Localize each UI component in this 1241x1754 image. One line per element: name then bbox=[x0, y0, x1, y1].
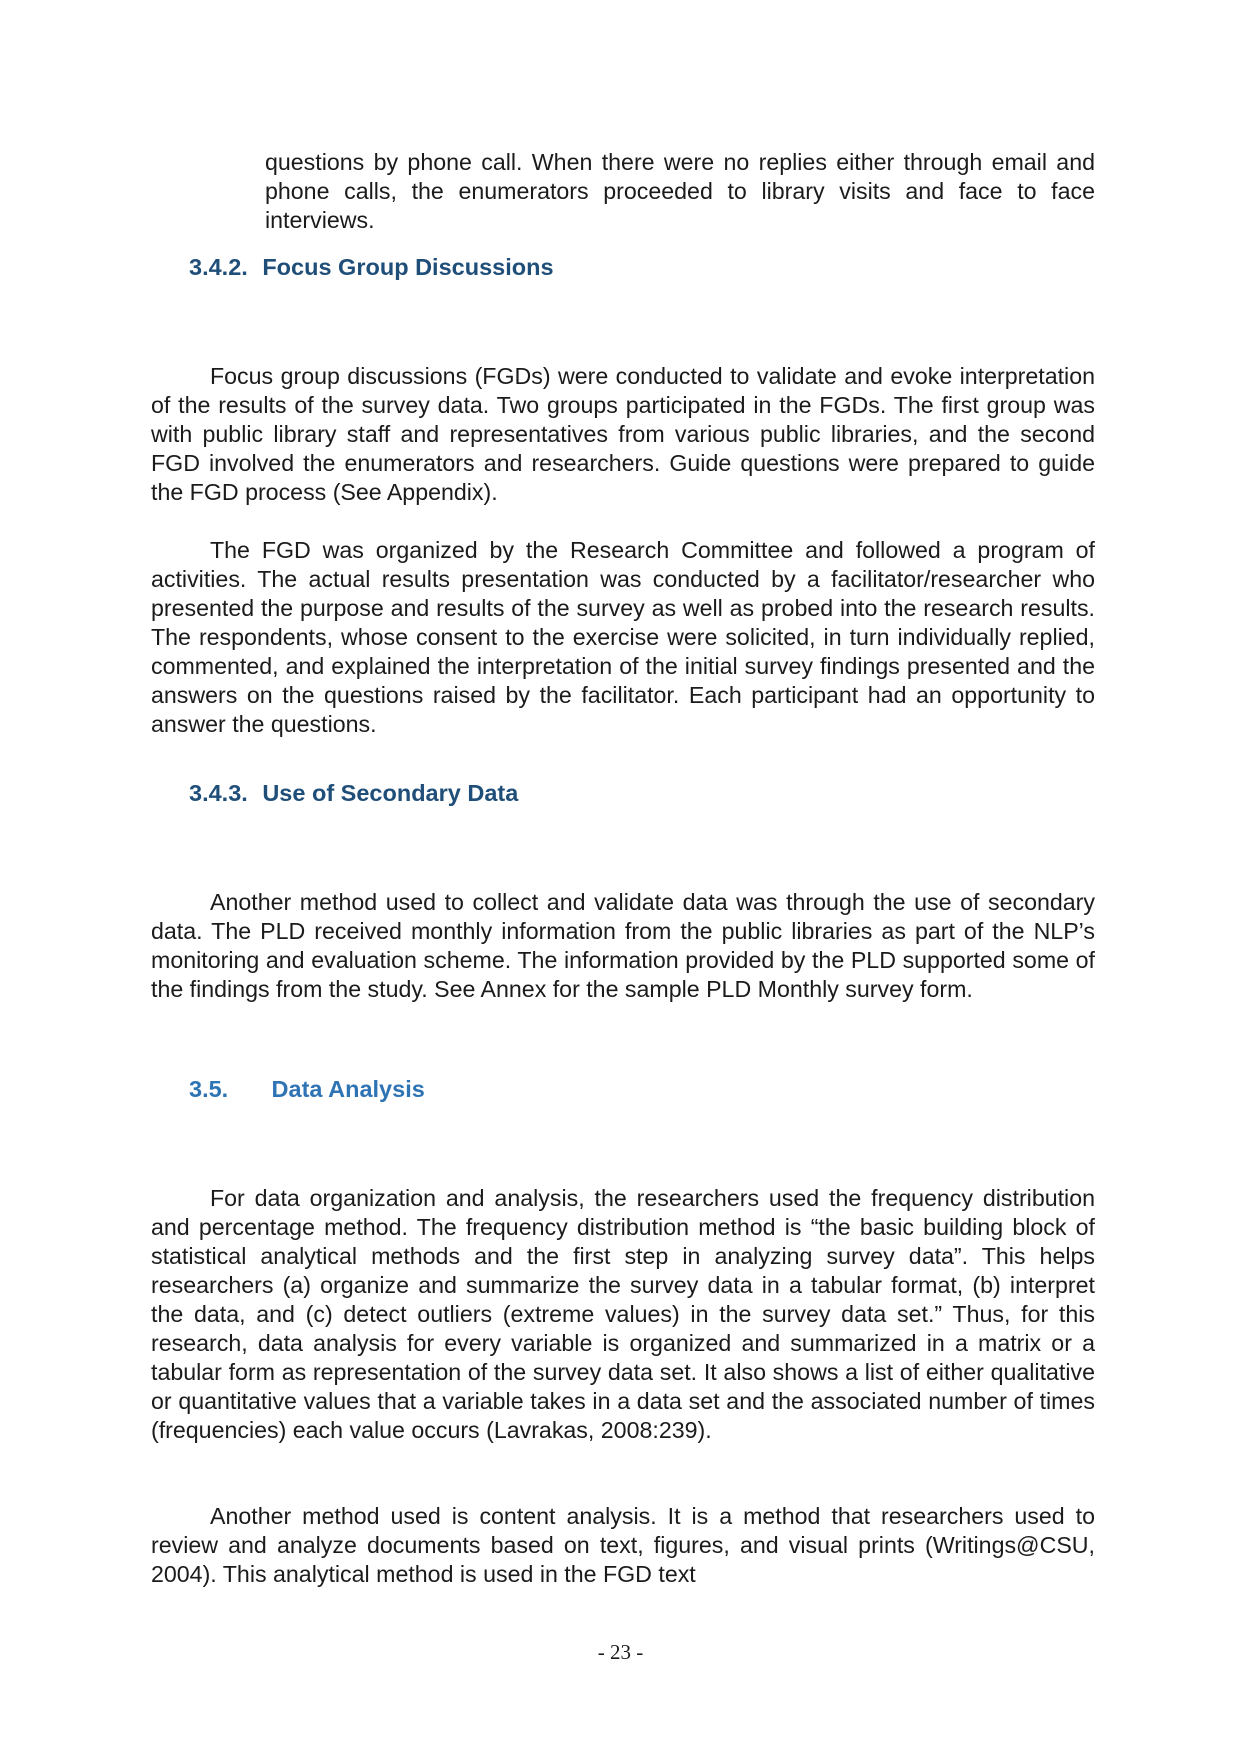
paragraph-continuation: questions by phone call. When there were no replies either through email and phone calls, the enumerators proceeded to library visits and face to face interviews. bbox=[265, 149, 1095, 233]
paragraph-secondary-data: Another method used to collect and validate data was through the use of secondary data. The PLD received monthly information from the public libraries as part of the NLP’s monitoring and evaluation scheme. The information provided by the PLD supported some of the findings from the study. See Annex for the sample PLD Monthly survey form. bbox=[151, 889, 1095, 1002]
heading-focus-group-discussions bbox=[189, 254, 554, 281]
page-number: - 23 - bbox=[597, 1640, 644, 1664]
paragraph-fgd-intro: Focus group discussions (FGDs) were conducted to validate and evoke interpretation of the results of the survey data. Two groups participated in the FGDs. The first group was with public library staff and representatives from various public libraries, and the second FGD involved the enumerators and researchers. Guide questions were prepared to guide the FGD process (See Appendix). bbox=[151, 363, 1095, 505]
paragraph-frequency-distribution: For data organization and analysis, the researchers used the frequency distribution and percentage method. The frequency distribution method is “the basic building block of statistical analytical methods and the first step in analyzing survey data”. This helps researchers (a) organize and summarize the survey data in a tabular format, (b) interpret the data, and (c) detect outliers (extreme values) in the survey data set.” Thus, for this research, data analysis for every variable is organized and summarized in a matrix or a tabular form as representation of the survey data set. It also shows a list of either qualitative or quantitative values that a variable takes in a data set and the associated number of times (frequencies) each value occurs (Lavrakas, 2008:239). bbox=[151, 1185, 1095, 1443]
heading-use-of-secondary-data bbox=[189, 780, 518, 807]
heading-number: 3.4.3. bbox=[189, 780, 248, 806]
heading-title: Data Analysis bbox=[271, 1076, 425, 1102]
heading-data-analysis bbox=[189, 1076, 425, 1103]
heading-title: Use of Secondary Data bbox=[262, 780, 519, 806]
heading-number: 3.5. bbox=[189, 1076, 229, 1102]
heading-number: 3.4.2. bbox=[189, 254, 248, 280]
heading-title: Focus Group Discussions bbox=[262, 254, 554, 280]
paragraph-content-analysis: Another method used is content analysis. It is a method that researchers used to review and analyze documents based on text, figures, and visual prints (Writings@CSU, 2004). This analytical method is used in the FGD text bbox=[151, 1503, 1095, 1587]
paragraph-fgd-organization: The FGD was organized by the Research Committee and followed a program of activities. The actual results presentation was conducted by a facilitator/researcher who presented the purpose and results of the survey as well as probed into the research results. The respondents, whose consent to the exercise were solicited, in turn individually replied, commented, and explained the interpretation of the initial survey findings presented and the answers on the questions raised by the facilitator. Each participant had an opportunity to answer the questions. bbox=[151, 537, 1095, 737]
